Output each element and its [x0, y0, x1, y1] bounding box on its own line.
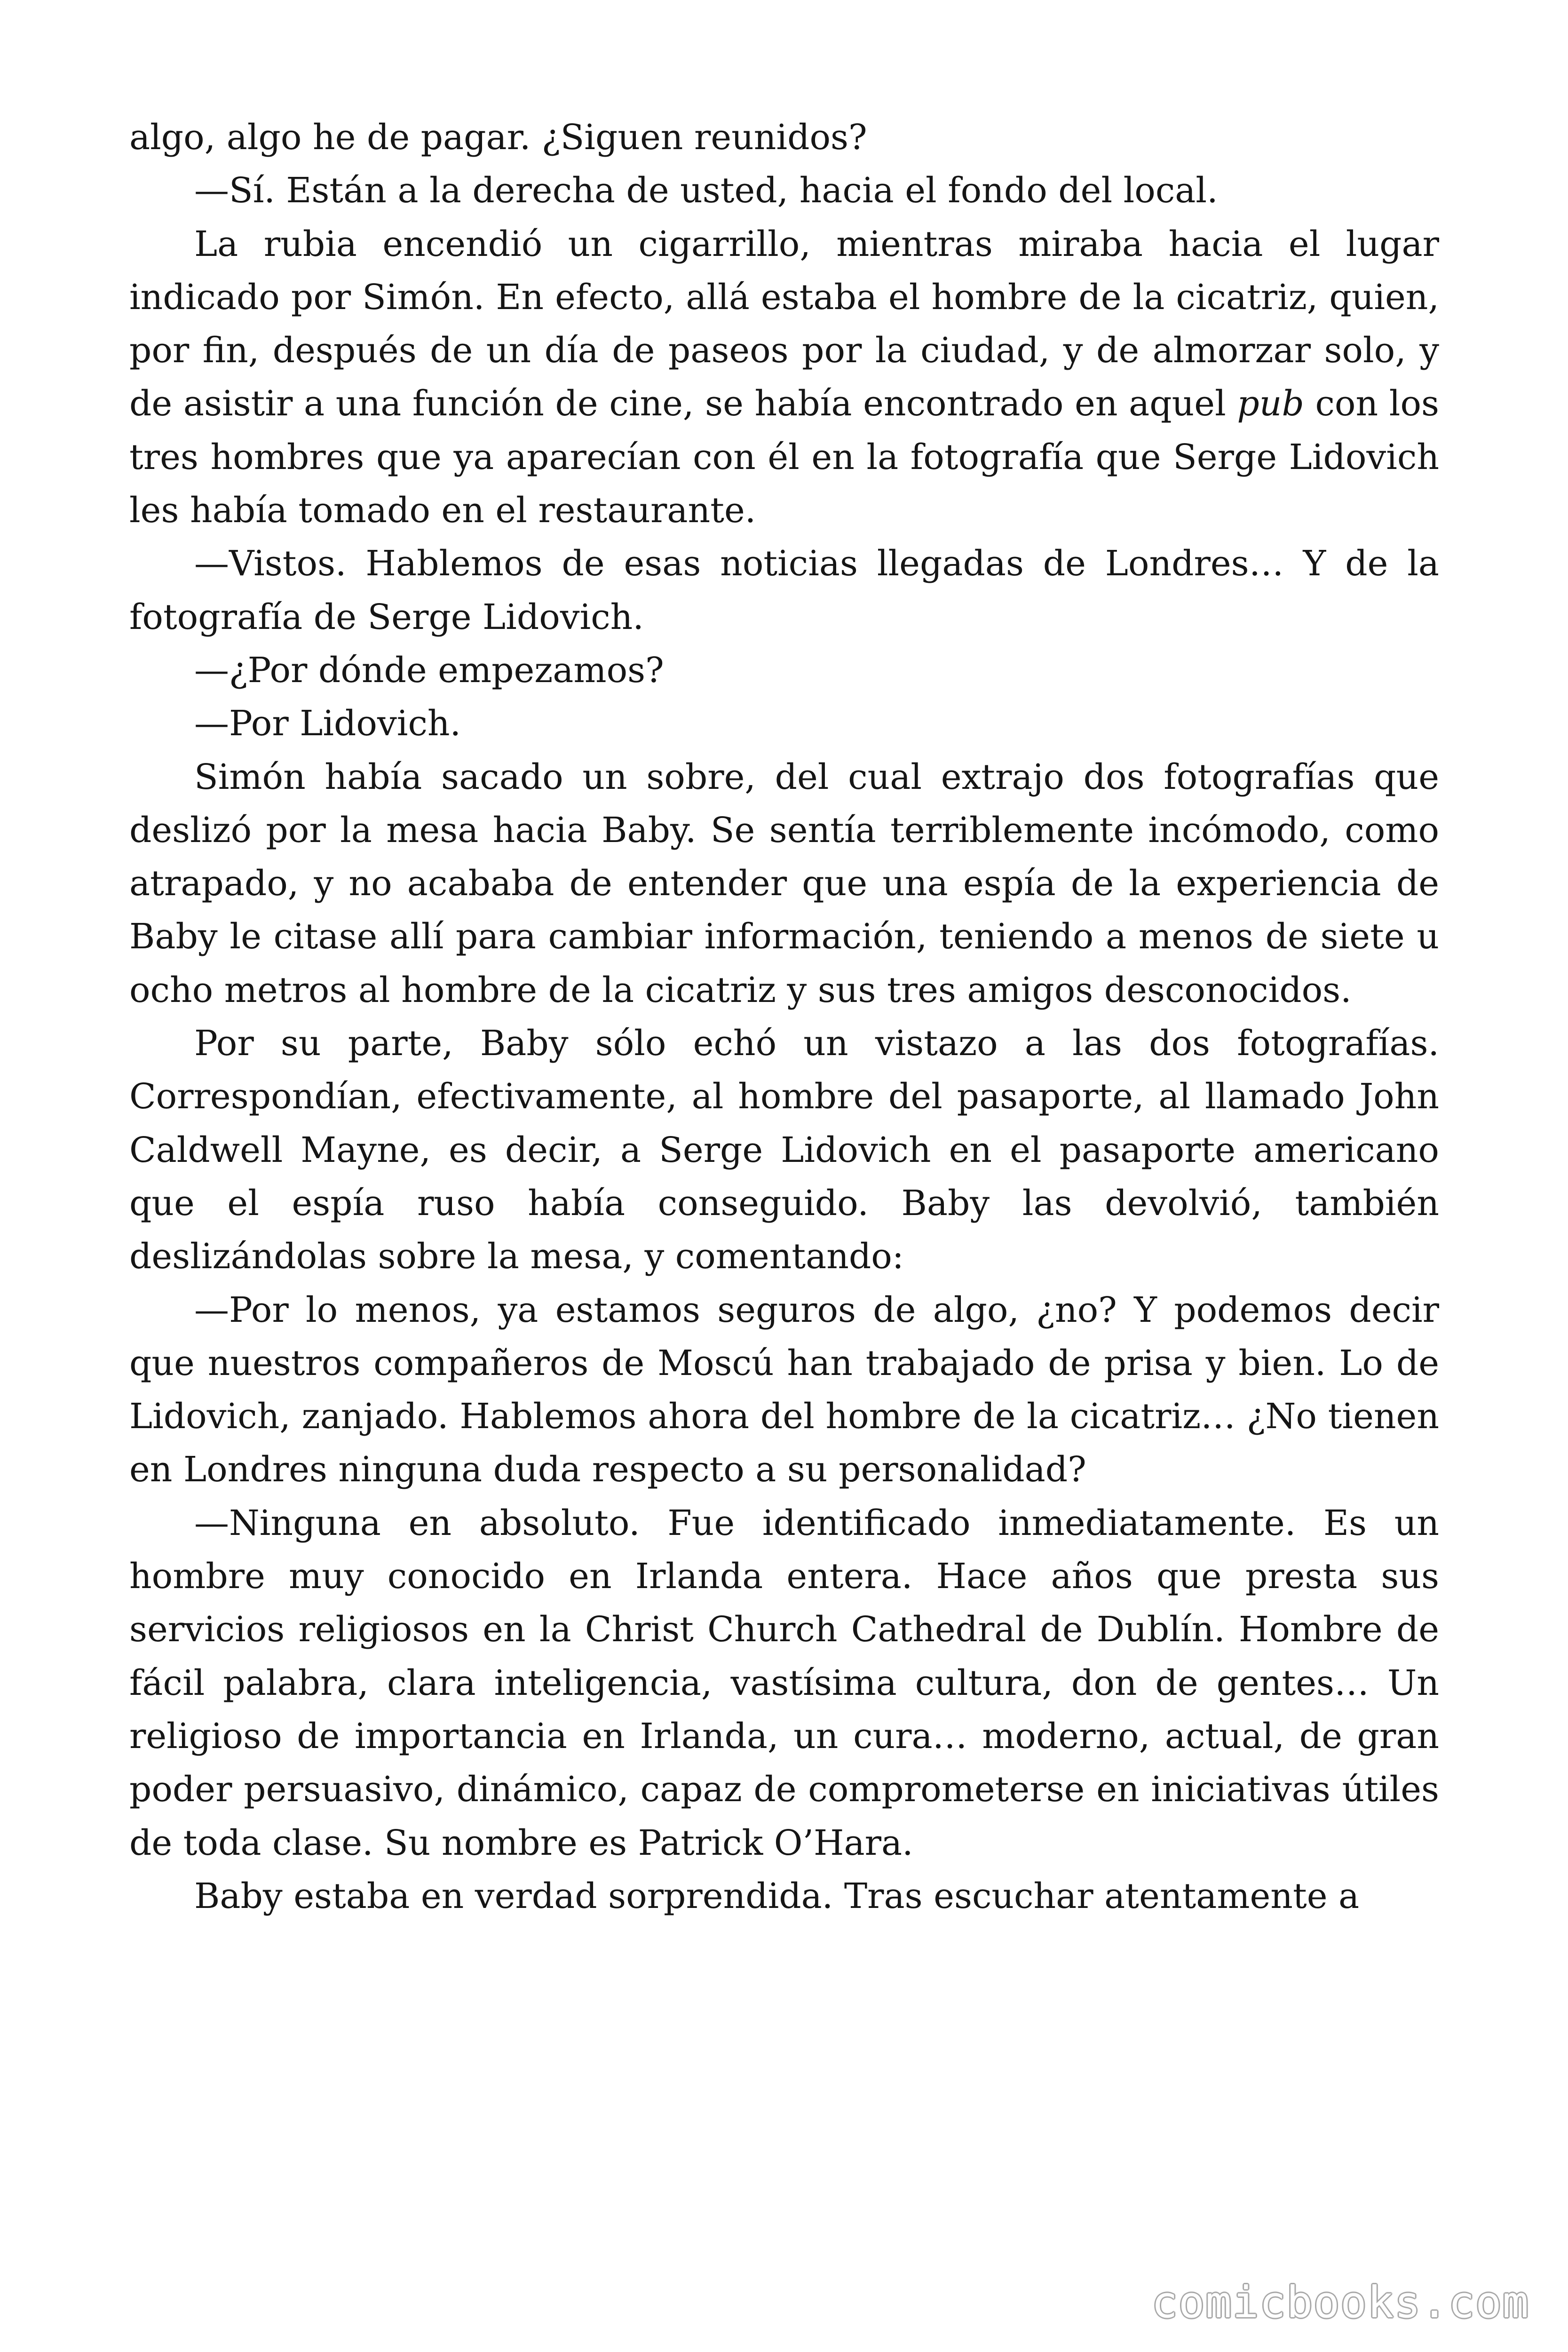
paragraph: Por su parte, Baby sólo echó un vistazo a las dos fotografías. Correspondían, efectivamente, al hombre del pasaporte, al llamado John Caldwell Mayne, es decir, a Serge Lidovich en el pasaporte americano que el espía ruso había conseguido. Baby las devolvió, también deslizándolas sobre la mesa, y comentando:: [129, 1023, 1439, 1277]
watermark-logo: comicbooks.com: [1151, 2277, 1529, 2328]
paragraph: algo, algo he de pagar. ¿Siguen reunidos?: [129, 117, 867, 158]
paragraph-text: La rubia encendió un cigarrillo, mientras miraba hacia el lugar indicado por Simón. En efecto, allá estaba el hombre de la cicatriz, quien, por fin, después de un día de paseos por la ciudad, y de almorzar solo, y de asistir a una función de cine, se había encontrado en aquel: [129, 223, 1439, 424]
body-text: [129, 111, 1439, 1923]
paragraph: —Por Lidovich.: [194, 703, 461, 744]
paragraph: Baby estaba en verdad sorprendida. Tras escuchar atentamente a: [194, 1875, 1360, 1916]
paragraph: —Sí. Están a la derecha de usted, hacia el fondo del local.: [194, 170, 1218, 211]
paragraph: [129, 218, 1439, 538]
paragraph-text: con los tres hombres que ya aparecían con él en la fotografía que Serge Lidovich les había tomado en el restaurante.: [129, 383, 1439, 531]
paragraph: —Por lo menos, ya estamos seguros de algo, ¿no? Y podemos decir que nuestros compañeros de Moscú han trabajado de prisa y bien. Lo de Lidovich, zanjado. Hablemos ahora del hombre de la cicatriz… ¿No tienen en Londres ninguna duda respecto a su personalidad?: [129, 1289, 1439, 1490]
paragraph: Simón había sacado un sobre, del cual extrajo dos fotografías que deslizó por la mesa hacia Baby. Se sentía terriblemente incómodo, como atrapado, y no acababa de entender que una espía de la experiencia de Baby le citase allí para cambiar información, teniendo a menos de siete u ocho metros al hombre de la cicatriz y sus tres amigos desconocidos.: [129, 756, 1439, 1010]
paragraph: —Vistos. Hablemos de esas noticias llegadas de Londres… Y de la fotografía de Serge Lidovich.: [129, 543, 1439, 637]
paragraph: —¿Por dónde empezamos?: [194, 650, 664, 691]
paragraph: —Ninguna en absoluto. Fue identificado inmediatamente. Es un hombre muy conocido en Irlanda entera. Hace años que presta sus servicios religiosos en la Christ Church Cathedral de Dublín. Hombre de fácil palabra, clara inteligencia, vastísima cultura, don de gentes… Un religioso de importancia en Irlanda, un cura… moderno, actual, de gran poder persuasivo, dinámico, capaz de comprometerse en iniciativas útiles de toda clase. Su nombre es Patrick O’Hara.: [129, 1502, 1439, 1863]
emphasized-word: pub: [1237, 383, 1304, 424]
